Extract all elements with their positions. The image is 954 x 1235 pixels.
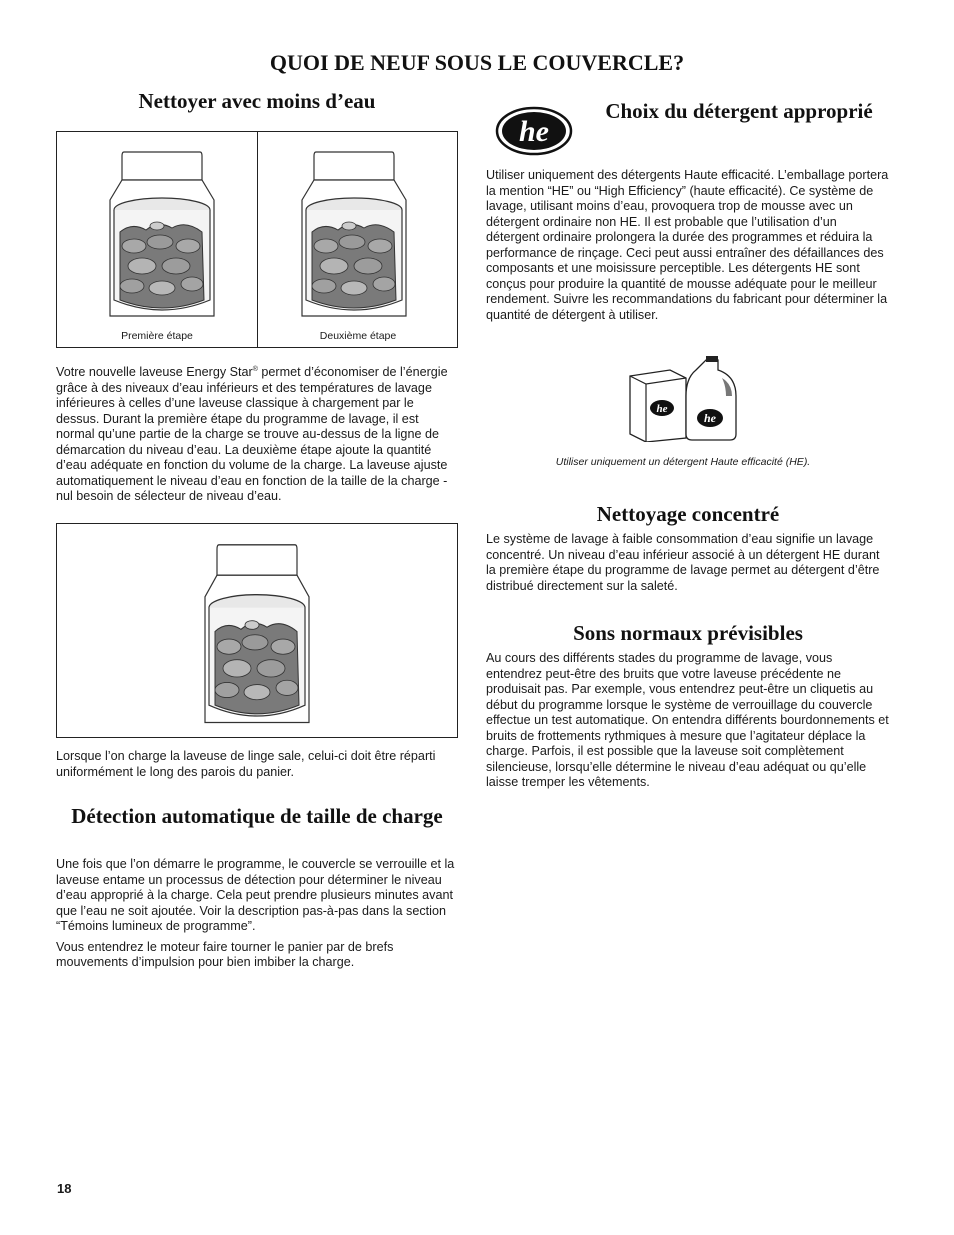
paragraph-energy-star (56, 362, 458, 510)
heading-normal-sounds: Sons normaux prévisibles (573, 621, 803, 645)
auto-detection-text-1: Une fois que l’on démarre le programme, le couvercle se verrouille et la laveuse entame un processus de détection pour déterminer le niveau d’eau approprié à la charge. Cela peut prendre plusieurs minutes avant que l’eau ne soit ajoutée. Voir la description pas-à-pas dans la section “Témoins lumineux de programme”. (56, 857, 455, 933)
energy-star-text: Votre nouvelle laveuse Energy Star (56, 365, 253, 380)
paragraph-load-even (56, 749, 458, 785)
heading-concentrated-cleaning: Nettoyage concentré (596, 502, 780, 526)
page-title: QUOI DE NEUF SOUS LE COUVERCLE? (269, 50, 685, 75)
normal-sounds-text: Au cours des différents stades du programme de lavage, vous entendrez peut-être des bruits que votre laveuse précédente ne produisait pas. Par exemple, vous entendrez peut-être un cliquetis au début du programme lorsque le système de verrouillage du couvercle effectue un test automatique. On entendra différents bourdonnements et bruits de frottements rythmiques à mesure que l’agitateur déplace la charge. Parfois, il est possible que la laveuse soit complètement silencieuse, lorsqu’elle détermine le niveau d’eau adéquat ou qu’elle laisse tremper les vêtements. (486, 651, 889, 789)
detergent-illustration (626, 356, 746, 442)
detergent-text: Utiliser uniquement des détergents Haute efficacité. L’emballage portera la mention “HE” ou “High Efficiency” (haute efficacité). Ce système de lavage, utilisant moins d’eau, provoquera trop de mousse avec un détergent ordinaire non HE. Il est probable que l’utilisation d’un détergent ordinaire prolongera la durée des programmes et réduira la performance de rinçage. Ceci peut aussi entraîner des défaillances des composants et une moisissure perceptible. Les détergents HE sont conçus pour produire la quantité de mousse adéquate pour le meilleur rendement. Suivre les recommandations du fabricant pour déterminer la quantité de détergent à utiliser. (486, 168, 889, 322)
figure-label-step1: Première étape (121, 330, 193, 342)
figure-wash-steps (56, 131, 458, 348)
he-logo-text: he (519, 115, 549, 148)
he-logo-icon (494, 104, 574, 158)
figure-load-distribution (56, 523, 458, 738)
registered-mark: ® (252, 366, 258, 373)
svg-text:he: he (704, 411, 716, 425)
paragraph-detergent (486, 168, 890, 328)
heading-detergent-choice: Choix du détergent approprié (605, 99, 873, 123)
auto-detection-text-2: Vous entendrez le moteur faire tourner le panier par de brefs mouvements d’impulsion pour bien imbiber la charge. (56, 939, 394, 969)
paragraph-normal-sounds (486, 651, 890, 796)
washer-illustration-step2 (294, 142, 414, 322)
figure-label-step2: Deuxième étape (319, 330, 397, 342)
figure-divider (257, 132, 258, 347)
washer-illustration-step1 (102, 142, 222, 322)
energy-star-text-rest: permet d’économiser de l’énergie grâce à des niveaux d’eau inférieurs et des températures de lavage inférieures à celles d’une laveuse classique à chargement par le dessus. Durant la première étape du programme de lavage, il est normal qu’une partie de la charge se trouve au-dessus de la ligne de démarcation du niveau d’eau. La deuxième étape ajoute la quantité d’eau adéquate en fonction du volume de la charge. La laveuse ajuste automatiquement le niveau d’eau en fonction de la taille de la charge - nul besoin de sélecteur de niveau d’eau. (56, 365, 448, 504)
detergent-caption: Utiliser uniquement un détergent Haute efficacité (HE). (555, 456, 811, 468)
heading-less-water: Nettoyer avec moins d’eau (138, 89, 376, 113)
page-number: 18 (57, 1181, 72, 1196)
paragraph-auto-detection (56, 857, 458, 976)
load-even-text: Lorsque l’on charge la laveuse de linge sale, celui-ci doit être réparti uniformément le long des parois du panier. (56, 749, 436, 779)
washer-illustration-load (197, 534, 317, 729)
svg-text:he: he (656, 403, 668, 415)
concentrated-text: Le système de lavage à faible consommation d’eau signifie un lavage concentré. Un niveau d’eau inférieur associé à un détergent HE durant la première étape du programme de lavage permet au détergent d’être distribué directement sur la saleté. (486, 532, 880, 593)
paragraph-concentrated (486, 532, 890, 599)
heading-auto-detection: Détection automatique de taille de charge (71, 804, 443, 828)
